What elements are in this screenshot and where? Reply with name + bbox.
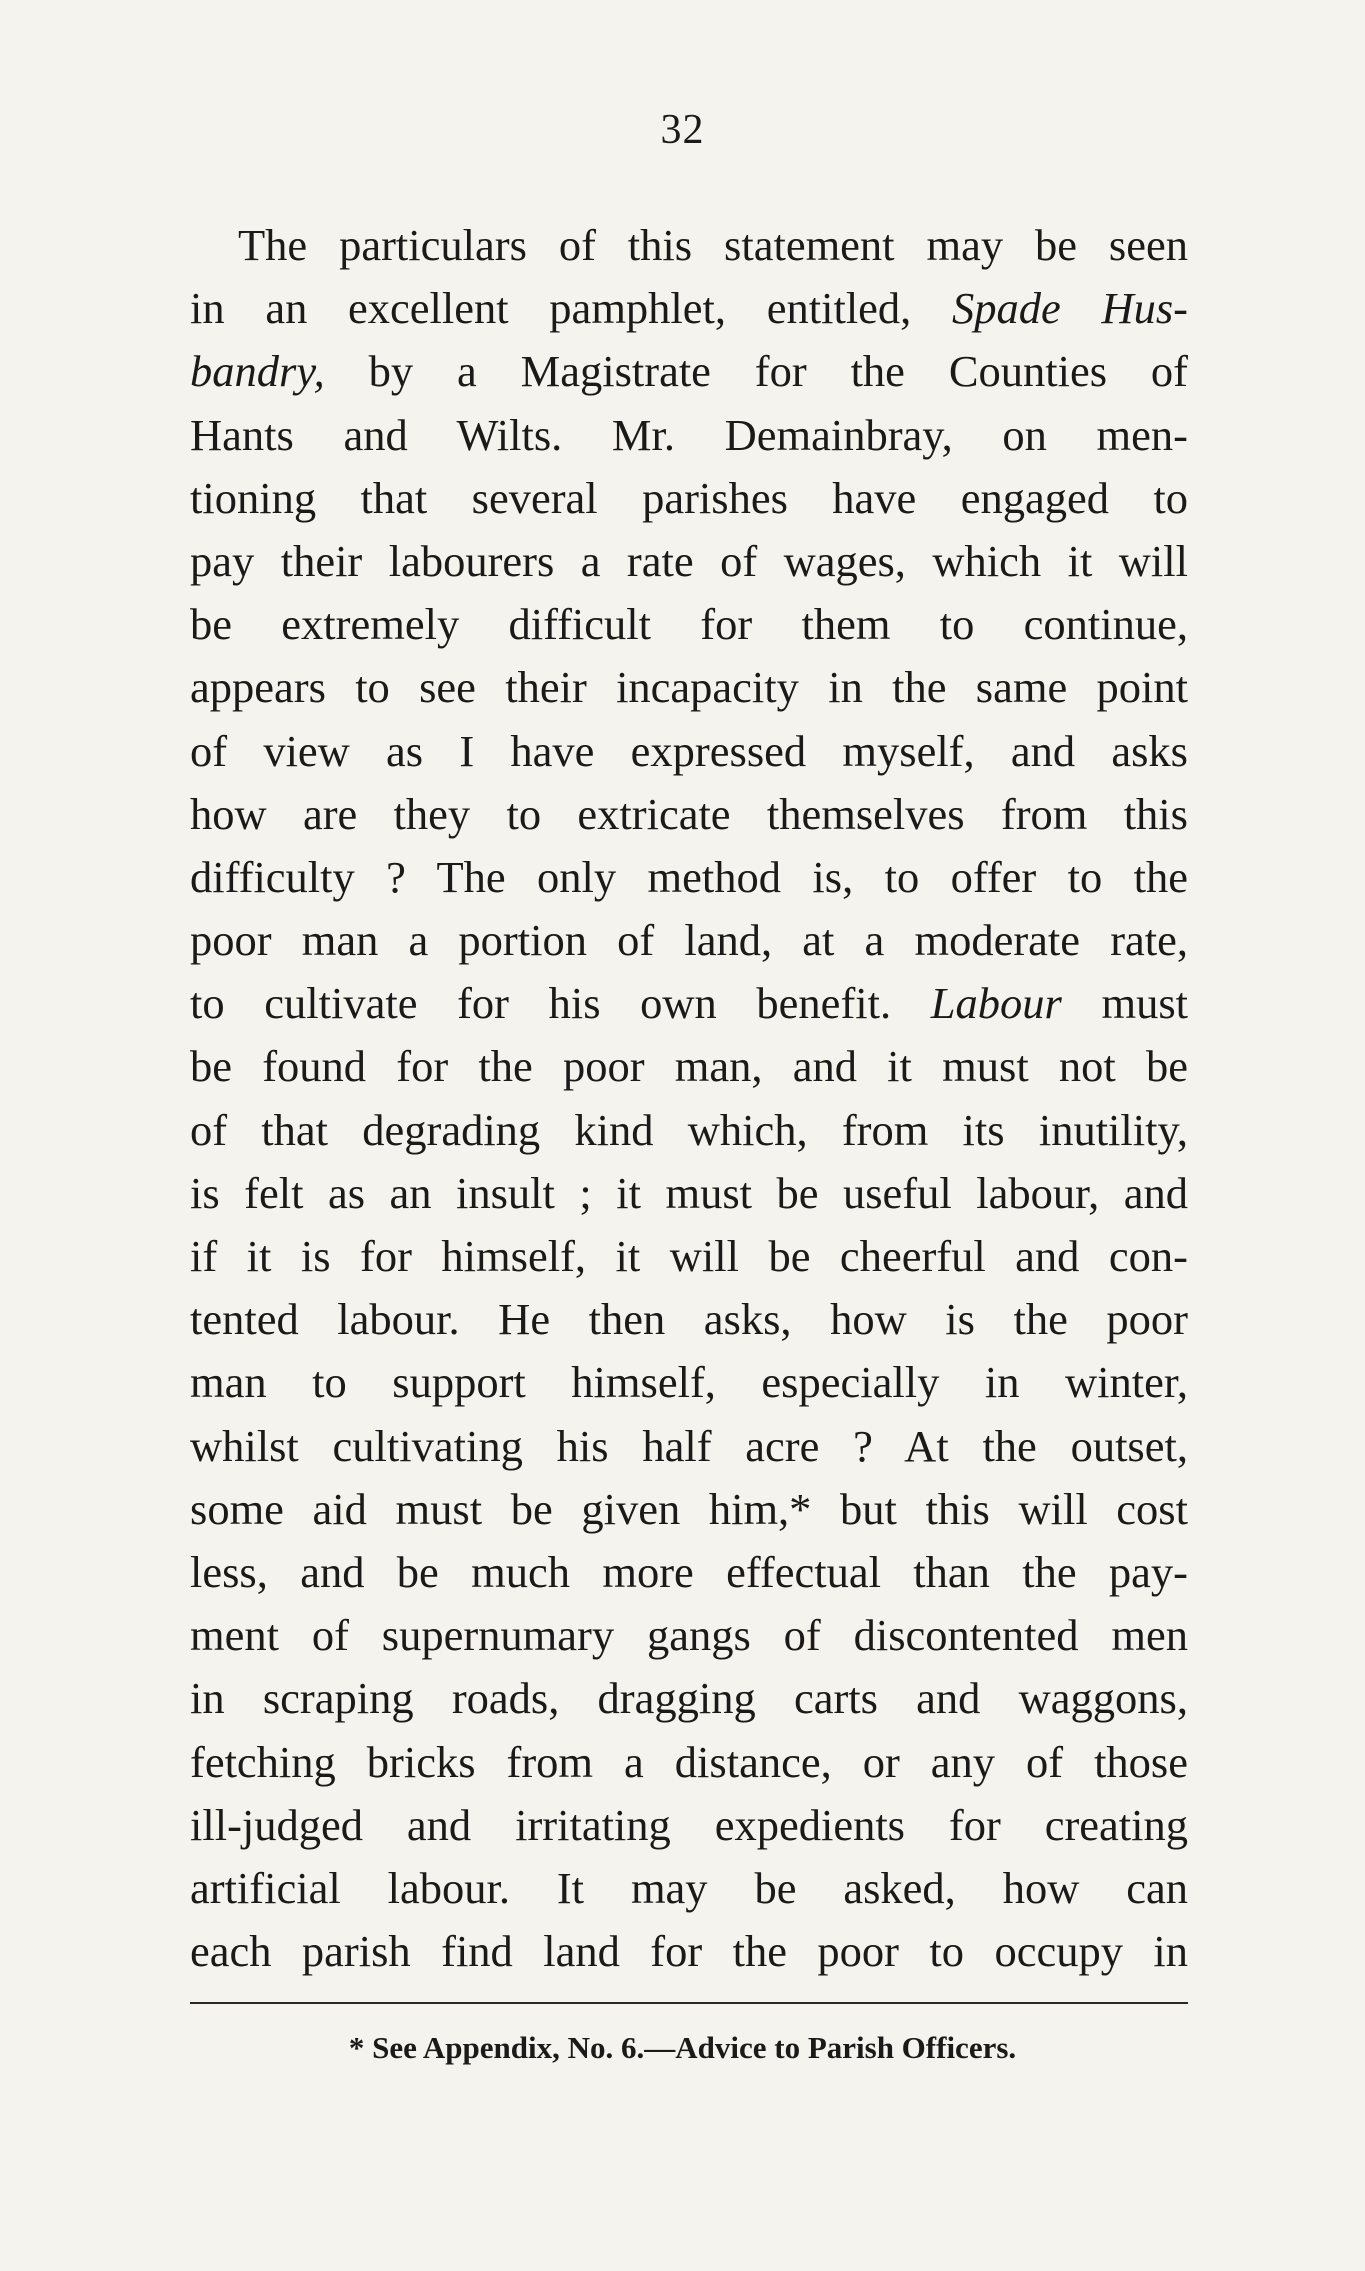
text-span: less, and be much more effectual than the pay- — [190, 1546, 1188, 1597]
text-line — [190, 467, 1188, 530]
text-span: in scraping roads, dragging carts and waggons, — [190, 1673, 1188, 1724]
text-line — [190, 1857, 1188, 1920]
text-span: The particulars of this statement may be seen — [238, 220, 1188, 270]
text-span: whilst cultivating his half acre ? At the outset, — [190, 1420, 1188, 1471]
text-line — [190, 1288, 1188, 1351]
text-line — [190, 1478, 1188, 1541]
text-span: tented labour. He then asks, how is the poor — [190, 1294, 1188, 1345]
page-number: 32 — [660, 107, 705, 153]
text-span: if it is for himself, it will be cheerful and con- — [190, 1231, 1188, 1281]
text-line — [190, 1162, 1188, 1225]
text-span: artificial labour. It may be asked, how can — [190, 1862, 1188, 1913]
text-line — [190, 846, 1188, 909]
text-span: in an excellent pamphlet, entitled, — [190, 283, 953, 334]
text-line — [190, 1099, 1188, 1162]
text-span: be found for the poor man, and it must not be — [190, 1041, 1188, 1092]
text-line — [190, 1035, 1188, 1098]
italic-text: Spade Hus- — [952, 283, 1188, 334]
text-line — [190, 720, 1188, 783]
text-span: of that degrading kind which, from its inutility, — [190, 1104, 1188, 1155]
footnote-rule — [190, 2002, 1188, 2004]
text-line — [190, 1920, 1188, 1983]
text-line — [190, 593, 1188, 656]
text-span: to cultivate for his own benefit. — [190, 978, 931, 1029]
text-span: how are they to extricate themselves from this — [190, 788, 1188, 839]
text-span: Hants and Wilts. Mr. Demainbray, on men- — [190, 409, 1188, 460]
text-span: man to support himself, especially in winter, — [190, 1357, 1188, 1408]
text-line — [190, 1794, 1188, 1857]
text-span: ill-judged and irritating expedients for creating — [190, 1799, 1188, 1850]
text-line — [190, 909, 1188, 972]
text-span: tioning that several parishes have engaged to — [190, 472, 1188, 523]
body-text — [190, 214, 1188, 1983]
text-span: by a Magistrate for the Counties of — [324, 346, 1188, 397]
text-line — [190, 1541, 1188, 1604]
text-line — [190, 656, 1188, 719]
text-span: fetching bricks from a distance, or any of those — [190, 1736, 1188, 1787]
text-line — [190, 783, 1188, 846]
text-span: difficulty ? The only method is, to offer to the — [190, 851, 1188, 902]
text-line — [190, 1731, 1188, 1794]
text-span: poor man a portion of land, at a moderate rate, — [190, 915, 1188, 966]
text-span: some aid must be given him,* but this will cost — [190, 1483, 1188, 1534]
text-span: pay their labourers a rate of wages, which it will — [190, 535, 1188, 586]
italic-text: bandry, — [190, 346, 325, 397]
text-span: must — [1061, 978, 1189, 1029]
text-span: each parish find land for the poor to occupy in — [190, 1926, 1188, 1977]
text-span: appears to see their incapacity in the same point — [190, 662, 1188, 713]
footnote: * See Appendix, No. 6.—Advice to Parish Officers. — [348, 2030, 1017, 2065]
text-line — [190, 404, 1188, 467]
text-line — [190, 277, 1188, 340]
text-line — [190, 340, 1188, 403]
text-span: be extremely difficult for them to continue, — [190, 599, 1188, 650]
text-span: of view as I have expressed myself, and asks — [190, 725, 1188, 776]
text-span: is felt as an insult ; it must be useful labour, and — [190, 1167, 1188, 1218]
text-line — [190, 530, 1188, 593]
text-span: ment of supernumary gangs of discontented men — [190, 1610, 1188, 1661]
text-line — [190, 1415, 1188, 1478]
text-line — [190, 972, 1188, 1035]
text-line — [190, 1667, 1188, 1730]
text-line — [190, 1604, 1188, 1667]
italic-text: Labour — [930, 978, 1062, 1029]
text-line — [190, 1351, 1188, 1414]
text-line — [190, 1225, 1188, 1288]
text-line — [190, 214, 1188, 277]
